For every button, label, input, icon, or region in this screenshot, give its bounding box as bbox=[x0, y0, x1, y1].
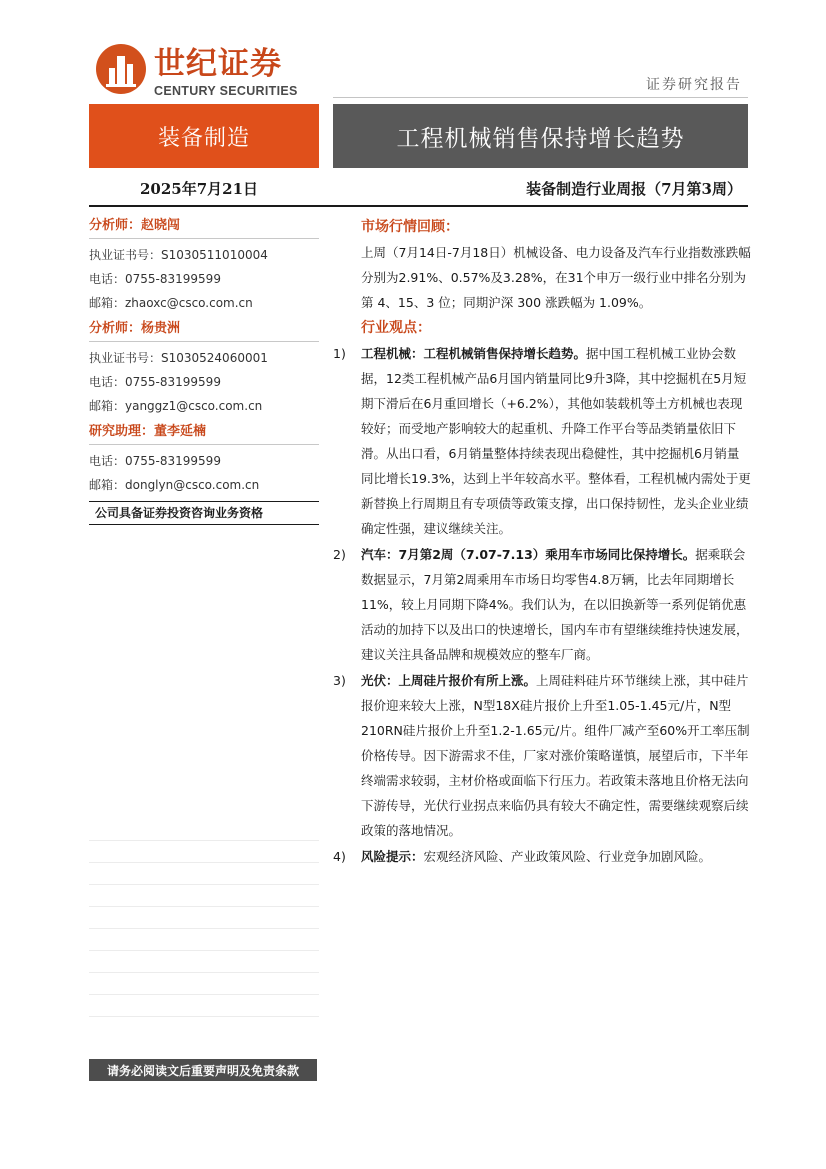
item-body: 据乘联会数据显示，7月第2周乘用车市场日均零售4.8万辆，比去年同期增长11%，较上月同期下降4%。我们认为，在以旧换新等一系列促销优惠活动的加持下以及出口的快速增长，国内车市有望继续维持快速发展，建议关注具备品牌和规模效应的整车厂商。 bbox=[361, 547, 749, 662]
analyst-phone: 电话：0755-83199599 bbox=[89, 272, 221, 286]
company-logo bbox=[96, 44, 336, 100]
item-body: 宏观经济风险、产业政策风险、行业竞争加剧风险。 bbox=[423, 849, 712, 864]
list-item bbox=[333, 844, 751, 869]
analyst-name: 分析师：杨贵洲 bbox=[89, 321, 181, 336]
item-number: 1) bbox=[333, 346, 346, 361]
analyst-email: 邮箱：yanggz1@csco.com.cn bbox=[89, 399, 263, 413]
market-review-text: 上周（7月14日-7月18日）机械设备、电力设备及汽车行业指数涨跌幅分别为2.91%、0.57%及3.28%，在31个申万一级行业中排名分别为第 4、15、3 位；同期沪深 300 涨跌幅为 1.09%。 bbox=[361, 245, 751, 310]
item-lead: 汽车：7月第2周（7.07-7.13）乘用车市场同比保持增长。 bbox=[361, 547, 696, 562]
report-name: 装备制造行业周报（7月第3周） bbox=[526, 180, 742, 198]
list-item bbox=[333, 542, 751, 667]
analyst-cert: 执业证书号：S1030524060001 bbox=[89, 351, 268, 365]
analyst-divider bbox=[89, 238, 319, 239]
analyst-divider bbox=[89, 444, 319, 445]
report-type-label: 证券研究报告 bbox=[646, 77, 742, 93]
analyst-email: 邮箱：zhaoxc@csco.com.cn bbox=[89, 296, 253, 310]
assistant-email: 邮箱：donglyn@csco.com.cn bbox=[89, 478, 260, 492]
qualification-statement: 公司具备证券投资咨询业务资格 bbox=[95, 506, 264, 520]
sector-band: 装备制造 bbox=[89, 104, 319, 168]
item-body: 上周硅料硅片环节继续上涨，其中硅片报价迎来较大上涨，N型18X硅片报价上升至1.05-1.45元/片，N型210RN硅片报价上升至1.2-1.65元/片。组件厂减产至60%开工率压制价格传导。因下游需求不佳，厂家对涨价策略谨慎，展望后市，下半年终端需求较弱，主材价格或面临下行压力。若政策未落地且价格无法向下游传导，光伏行业拐点来临仍具有较大不确定性，需要继续观察后续政策的落地情况。 bbox=[361, 673, 750, 838]
list-item bbox=[333, 341, 751, 541]
item-lead: 光伏：上周硅片报价有所上涨。 bbox=[361, 673, 537, 688]
main-content bbox=[333, 214, 751, 870]
faint-table-lines bbox=[89, 840, 319, 1038]
item-number: 4) bbox=[333, 849, 346, 864]
list-item bbox=[333, 668, 751, 843]
market-review-heading: 市场行情回顾： bbox=[361, 219, 459, 235]
report-date: 2025年7月21日 bbox=[140, 180, 259, 198]
analyst-phone: 电话：0755-83199599 bbox=[89, 375, 221, 389]
qualification-divider bbox=[89, 524, 319, 525]
item-body: 据中国工程机械工业协会数据，12类工程机械产品6月国内销量同比9升3降，其中挖掘机在5月短期下滑后在6月重回增长（+6.2%），其他如装载机等土方机械也表现较好；而受地产影响较大的起重机、升降工作平台等品类销量依旧下滑。从出口看，6月销量整体持续表现出稳健性，其中挖掘机6月销量同比增长19.3%，达到上半年较高水平。整体看，工程机械内需处于更新替换上行周期且有专项债等政策支撑，出口保持韧性，龙头企业业绩确定性强，建议继续关注。 bbox=[361, 346, 751, 536]
header-divider bbox=[333, 97, 748, 98]
industry-view-heading: 行业观点： bbox=[361, 320, 431, 336]
assistant-phone: 电话：0755-83199599 bbox=[89, 454, 221, 468]
analyst-cert: 执业证书号：S1030511010004 bbox=[89, 248, 268, 262]
item-number: 2) bbox=[333, 547, 346, 562]
logo-english-name: CENTURY SECURITIES bbox=[154, 84, 298, 98]
analyst-divider bbox=[89, 341, 319, 342]
logo-building-icon bbox=[96, 44, 146, 94]
assistant-name: 研究助理：董李延楠 bbox=[89, 424, 207, 439]
item-lead: 风险提示： bbox=[361, 849, 424, 864]
item-lead: 工程机械：工程机械销售保持增长趋势。 bbox=[361, 346, 587, 361]
analyst-name: 分析师：赵晓闯 bbox=[89, 218, 181, 233]
analyst-sidebar bbox=[89, 212, 319, 525]
report-title-band: 工程机械销售保持增长趋势 bbox=[333, 104, 748, 168]
title-divider bbox=[89, 205, 748, 207]
logo-chinese-name: 世纪证券 bbox=[154, 46, 282, 82]
disclaimer-banner: 请务必阅读文后重要声明及免责条款 bbox=[89, 1059, 317, 1081]
item-number: 3) bbox=[333, 673, 346, 688]
